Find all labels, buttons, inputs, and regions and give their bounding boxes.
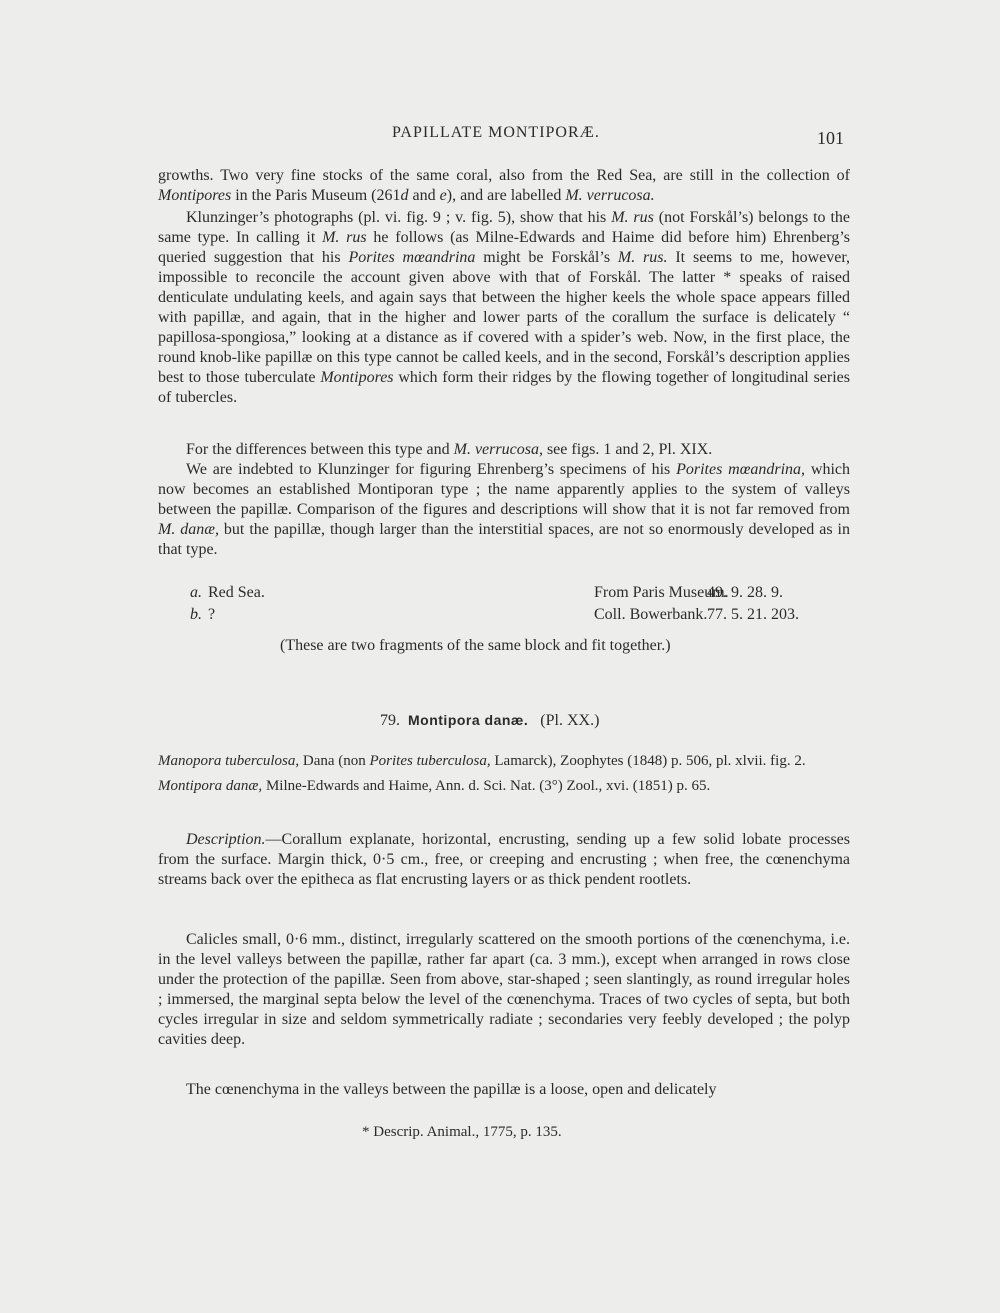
specimen-locality: ? [208, 606, 216, 623]
species-number: 79. [380, 712, 400, 729]
specimen-row [158, 605, 850, 627]
specimen-label: a. [190, 584, 202, 601]
specimen-register: 49. 9. 28. 9. [707, 584, 783, 601]
specimen-source: Coll. Bowerbank. [594, 606, 708, 623]
running-head: PAPILLATE MONTIPORÆ. [392, 124, 600, 141]
specimen-source: From Paris Museum. [594, 584, 729, 601]
synonym-entry: Montipora danæ, Milne-Edwards and Haime, Ann. d. Sci. Nat. (3°) Zool., xvi. (1851) p. 65. [158, 778, 711, 794]
paragraph-description: Description.—Corallum explanate, horizontal, encrusting, sending up a few solid lobate processes from the surface. Margin thick, 0·5 cm., free, or creeping and encrusting ; when free, the cœnenchyma streams back over the epitheca as flat encrusting layers or as thick pendent rootlets. [158, 831, 850, 888]
paragraph-coenenchyma: The cœnenchyma in the valleys between the papillæ is a loose, open and delicately [186, 1081, 717, 1098]
specimen-locality: Red Sea. [208, 584, 265, 601]
synonym-entry: Manopora tuberculosa, Dana (non Porites tuberculosa, Lamarck), Zoophytes (1848) p. 506, pl. xlvii. fig. 2. [158, 753, 806, 769]
species-name: Montipora danæ. [408, 712, 529, 728]
species-heading [380, 712, 599, 730]
fragment-note: (These are two fragments of the same block and fit together.) [280, 637, 671, 654]
paragraph-differences: For the differences between this type and M. verrucosa, see figs. 1 and 2, Pl. XIX. [186, 441, 713, 458]
synonymy [158, 752, 850, 802]
page-number: 101 [817, 128, 844, 148]
paragraph-calicles: Calicles small, 0·6 mm., distinct, irregularly scattered on the smooth portions of the cœnenchyma, i.e. in the level valleys between the papillæ, rather far apart (ca. 3 mm.), except when arranged in rows close under the protection of the papillæ. Seen from above, star-shaped ; seen slantingly, as round irregular holes ; immersed, the marginal septa below the level of the cœnenchyma. Traces of two cycles of septa, but both cycles irregular in size and seldom symmetrically radiate ; secondaries very feebly developed ; the polyp cavities deep. [158, 931, 850, 1048]
specimen-list [158, 583, 850, 627]
specimen-label: b. [190, 606, 202, 623]
footnote: * Descrip. Animal., 1775, p. 135. [362, 1124, 562, 1140]
paragraph-ehrenberg: We are indebted to Klunzinger for figuring Ehrenberg’s specimens of his Porites mœandrina, which now becomes an established Montiporan type ; the name apparently applies to the system of valleys between the papillæ. Comparison of the figures and descriptions will show that it is not far removed from M. danæ, but the papillæ, though larger than the interstitial spaces, are not so enormously developed as in that type. [158, 461, 851, 558]
specimen-row [158, 583, 850, 605]
paragraph-klunzinger: Klunzinger’s photographs (pl. vi. fig. 9 ; v. fig. 5), show that his M. rus (not Forskål’s) belongs to the same type. In calling it M. rus he follows (as Milne-Edwards and Haime did before him) Ehrenberg’s queried suggestion that his Porites mœandrina might be Forskål’s M. rus. It seems to me, however, impossible to reconcile the account given above with that of Forskål. The latter * speaks of raised denticulate undulating keels, and again says that between the higher keels the whole space appears filled with papillæ, and again, that in the higher and lower parts of the corallum the surface is delicately “ papillosa-spongiosa,” looking at a distance as if covered with a spider’s web. Now, in the first place, the round knob-like papillæ on this type cannot be called keels, and in the second, Forskål’s description applies best to those tuberculate Montipores which form their ridges by the flowing together of longitudinal series of tubercles. [158, 209, 851, 406]
paragraph-intro: growths. Two very fine stocks of the same coral, also from the Red Sea, are still in the collection of Montipores in the Paris Museum (261d and e), and are labelled M. verrucosa. [158, 167, 850, 204]
species-plate: (Pl. XX.) [540, 712, 600, 729]
specimen-register: 77. 5. 21. 203. [707, 606, 799, 623]
